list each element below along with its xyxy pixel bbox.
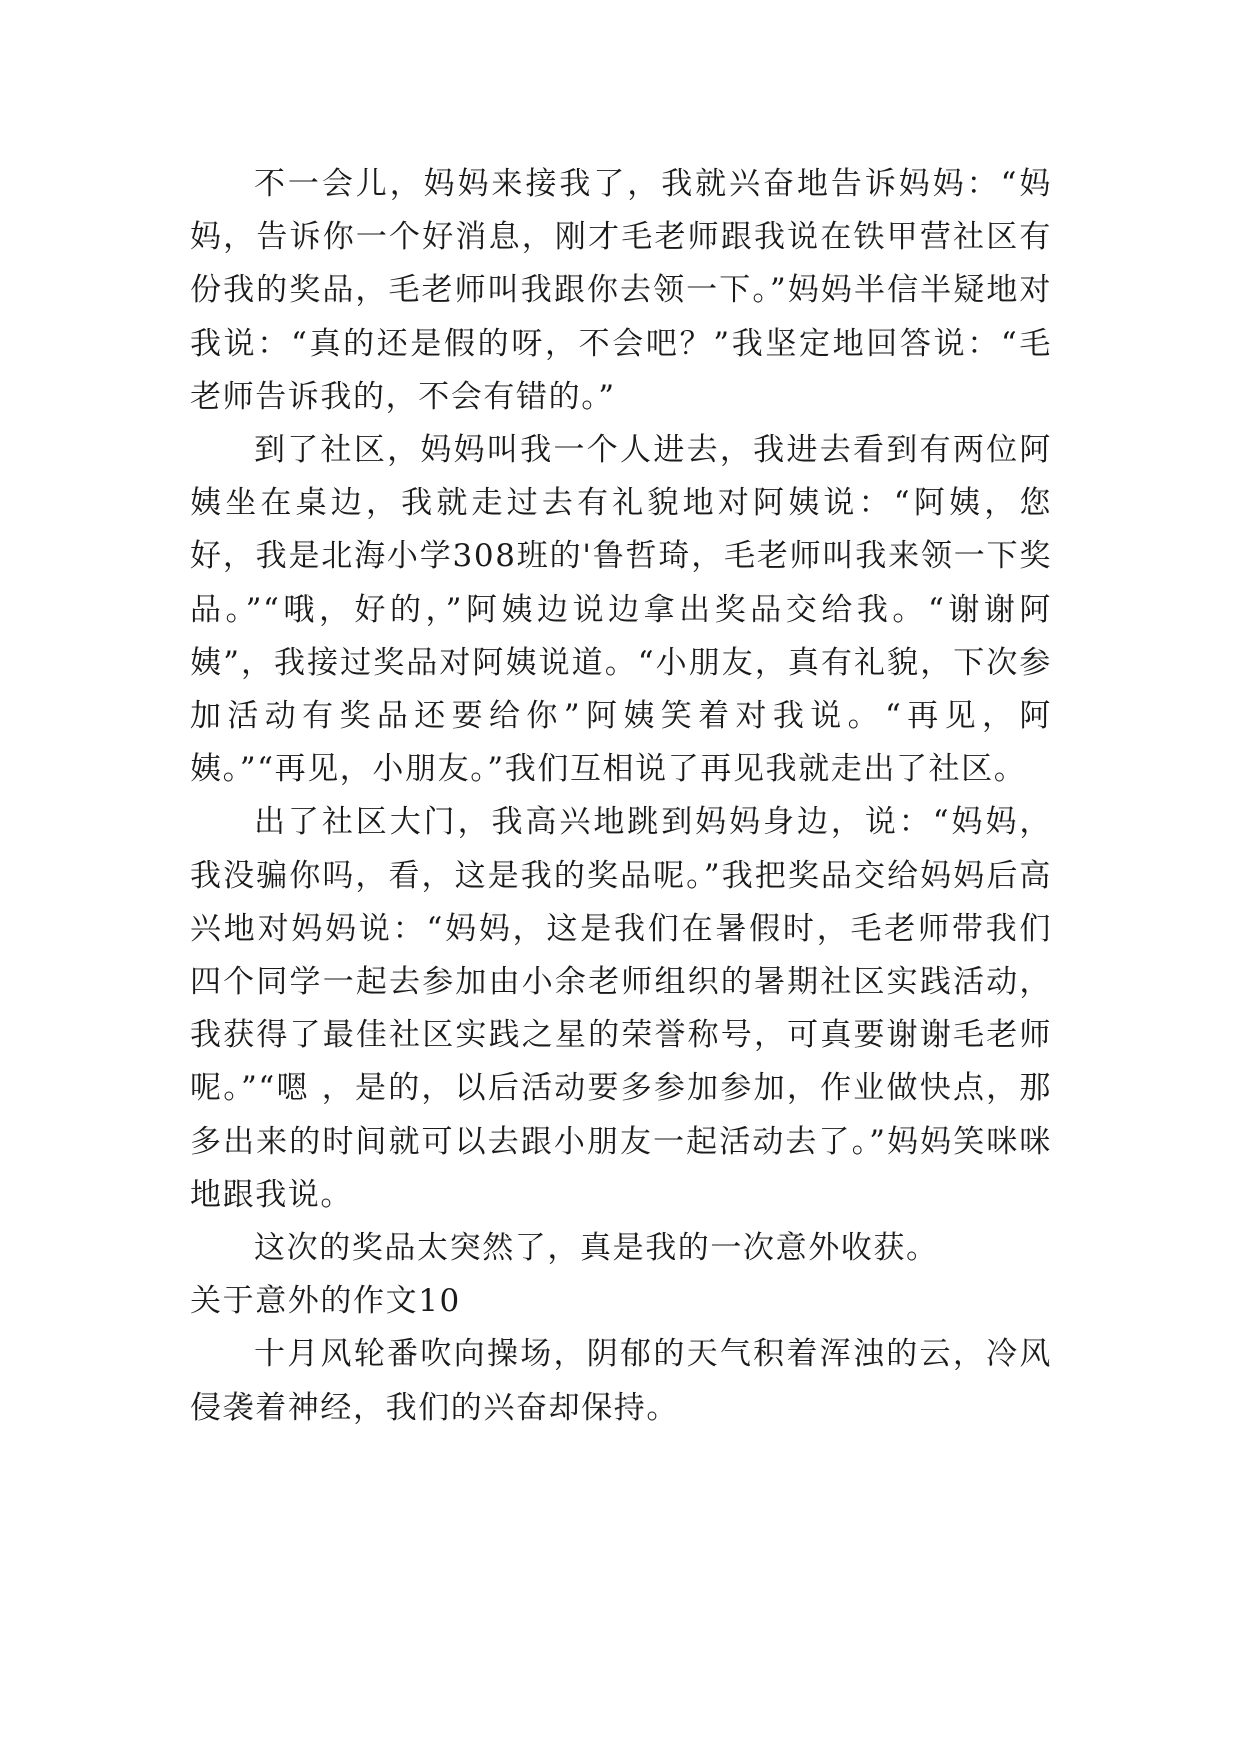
paragraph-4: 这次的奖品太突然了，真是我的一次意外收获。 xyxy=(254,1230,939,1267)
paragraph-2: 到了社区，妈妈叫我一个人进去，我进去看到有两位阿姨坐在桌边，我就走过去有礼貌地对阿姨说：“阿姨，您好，我是北海小学308班的'鲁哲琦，毛老师叫我来领一下奖品。”“哦，好的，”阿姨边说边拿出奖品交给我。“谢谢阿姨”，我接过奖品对阿姨说道。“小朋友，真有礼貌，下次参加活动有奖品还要给你”阿姨笑着对我说。“再见，阿姨。”“再见，小朋友。”我们互相说了再见我就走出了社区。 xyxy=(190,432,1052,788)
paragraph-1: 不一会儿，妈妈来接我了，我就兴奋地告诉妈妈：“妈妈，告诉你一个好消息，刚才毛老师跟我说在铁甲营社区有份我的奖品，毛老师叫我跟你去领一下。”妈妈半信半疑地对我说：“真的还是假的呀，不会吧？”我坚定地回答说：“毛老师告诉我的，不会有错的。” xyxy=(190,166,1052,415)
paragraph-5: 十月风轮番吹向操场，阴郁的天气积着浑浊的云，冷风侵袭着神经，我们的兴奋却保持。 xyxy=(190,1336,1052,1426)
paragraph-3: 出了社区大门，我高兴地跳到妈妈身边，说：“妈妈，我没骗你吗，看，这是我的奖品呢。”我把奖品交给妈妈后高兴地对妈妈说：“妈妈，这是我们在暑假时，毛老师带我们四个同学一起去参加由小余老师组织的暑期社区实践活动，我获得了最佳社区实践之星的荣誉称号，可真要谢谢毛老师呢。”“嗯 ，是的，以后活动要多参加参加，作业做快点，那多出来的时间就可以去跟小朋友一起活动去了。”妈妈笑咪咪地跟我说。 xyxy=(190,804,1052,1213)
section-heading: 关于意外的作文10 xyxy=(190,1283,461,1320)
document-body xyxy=(190,158,1052,1435)
